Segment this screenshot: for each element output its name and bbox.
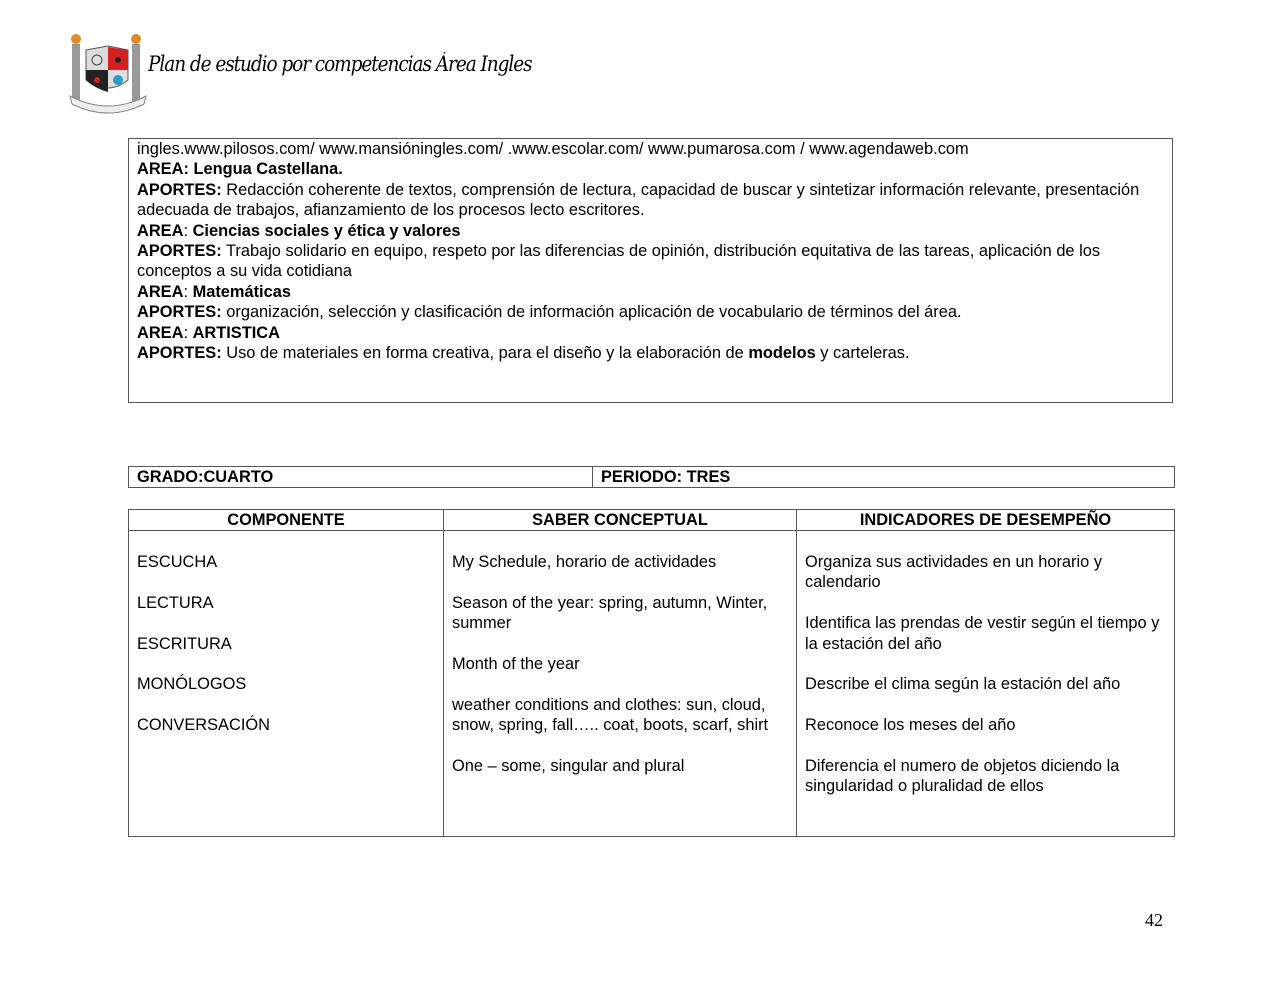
list-item: CONVERSACIÓN [137, 716, 270, 735]
list-item: ESCRITURA [137, 634, 232, 653]
list-item: Describe el clima según la estación del año [805, 675, 1121, 694]
aportes-label: APORTES: [137, 180, 222, 199]
list-item: MONÓLOGOS [137, 675, 247, 694]
area-sep: : [183, 323, 193, 342]
aportes-text: Redacción coherente de textos, comprensión de lectura, capacidad de buscar y sintetizar información relevante, presentación adecuada de trabajos, afianzamiento de los procesos lecto escritores. [137, 180, 1140, 220]
area-block-2 [137, 282, 1172, 323]
area-label: AREA [137, 323, 184, 342]
curriculum-table [128, 509, 1175, 837]
aportes-text: organización, selección y clasificación de información aplicación de vocabulario de términos del área. [221, 303, 962, 322]
aportes-bold: modelos [748, 344, 816, 363]
header-componente: COMPONENTE [129, 510, 444, 531]
page-number: 42 [1145, 910, 1163, 930]
table-row [129, 531, 1175, 837]
grado-cell: GRADO:CUARTO [129, 467, 593, 488]
related-areas-box [128, 138, 1173, 403]
area-block-3 [137, 323, 1172, 364]
componente-cell [129, 531, 444, 837]
list-item: One – some, singular and plural [452, 757, 685, 775]
table-header-row [129, 510, 1175, 531]
saber-cell [444, 531, 797, 837]
area-name: ARTISTICA [192, 323, 280, 342]
grado-periodo-table [128, 466, 1175, 488]
header-indicadores: INDICADORES DE DESEMPEÑO [797, 510, 1175, 531]
area-label: AREA: [137, 160, 189, 179]
area-block-1 [137, 221, 1172, 282]
document-title: Plan de estudio por competencias Área Ingles [148, 52, 532, 76]
list-item: LECTURA [137, 593, 214, 612]
periodo-cell: PERIODO: TRES [593, 467, 1175, 488]
aportes-label: APORTES: [137, 242, 222, 261]
list-item: Organiza sus actividades en un horario y calendario [805, 553, 1103, 592]
area-sep: : [183, 282, 193, 301]
area-label: AREA [137, 282, 184, 301]
list-item: ESCUCHA [137, 553, 218, 571]
list-item: My Schedule, horario de actividades [452, 553, 717, 571]
aportes-text: Trabajo solidario en equipo, respeto por las diferencias de opinión, distribución equitativa de las tareas, aplicación de los conceptos a su vida cotidiana [137, 242, 1101, 281]
aportes-label: APORTES: [137, 303, 222, 322]
list-item: weather conditions and clothes: sun, cloud, snow, spring, fall….. coat, boots, scarf, shirt [452, 695, 769, 735]
list-item: Diferencia el numero de objetos diciendo la singularidad o pluralidad de ellos [805, 757, 1120, 796]
indicadores-cell [797, 531, 1175, 837]
list-item: Season of the year: spring, autumn, Winter, summer [452, 593, 768, 633]
list-item: Reconoce los meses del año [805, 716, 1016, 735]
area-name: Matemáticas [192, 282, 291, 301]
area-label: AREA [137, 221, 184, 240]
area-sep: : [183, 221, 193, 240]
area-name: Ciencias sociales y ética y valores [192, 221, 461, 240]
list-item: Identifica las prendas de vestir según el tiempo y la estación del año [805, 614, 1160, 653]
area-name: Lengua Castellana. [188, 160, 343, 179]
aportes-text: Uso de materiales en forma creativa, para el diseño y la elaboración de [221, 344, 749, 363]
resource-links: ingles.www.pilosos.com/ www.mansióningles.com/ .www.escolar.com/ www.pumarosa.com / www.agendaweb.com [137, 140, 969, 158]
aportes-label: APORTES: [137, 344, 222, 363]
header-saber: SABER CONCEPTUAL [444, 510, 797, 531]
aportes-end: y carteleras. [815, 344, 910, 363]
list-item: Month of the year [452, 655, 580, 673]
area-block-0 [137, 159, 1172, 220]
school-crest-logo [66, 30, 150, 120]
